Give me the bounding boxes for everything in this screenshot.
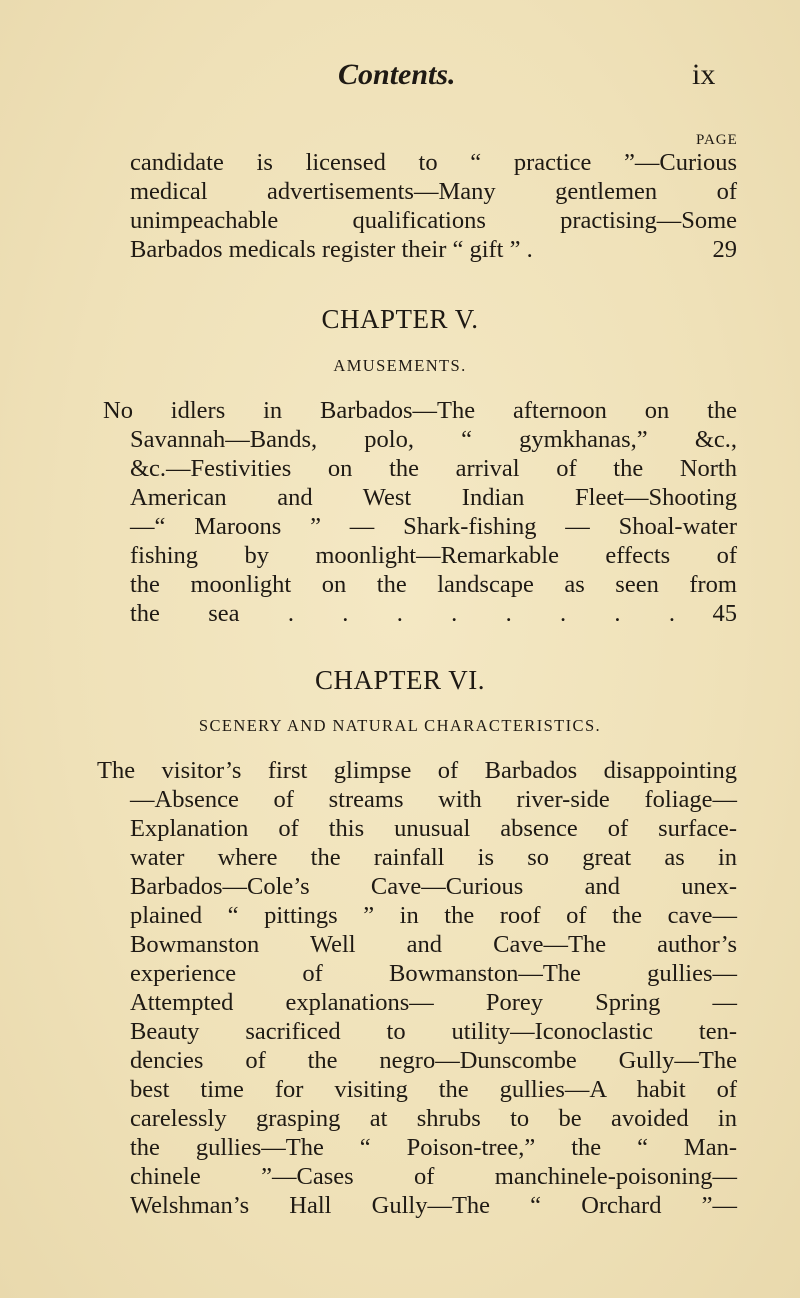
summary-line: The visitor’s first glimpse of Barbados disappointing [97,757,737,784]
summary-line: the moonlight on the landscape as seen from [130,571,737,598]
entry-line: medical advertisements—Many gentlemen of [130,178,737,205]
summary-line: best time for visiting the gullies—A habit of [130,1076,737,1103]
running-title: Contents. [338,58,456,91]
chapter-heading: CHAPTER VI. [314,665,486,695]
summary-line: experience of Bowmanston—The gullies— [130,960,737,987]
page-number: ix [692,58,716,91]
entry-page-ref: 29 [712,236,737,263]
entry-line: unimpeachable qualifications practising—Some [130,207,737,234]
chapter-5-page-ref: 45 [712,600,737,627]
summary-line: the gullies—The “ Poison-tree,” the “ Man- [130,1134,737,1161]
summary-line: Savannah—Bands, polo, “ gymkhanas,” &c., [130,426,737,453]
summary-line: Bowmanston Well and Cave—The author’s [130,931,737,958]
summary-line: Attempted explanations— Porey Spring — [130,989,737,1016]
summary-line: —Absence of streams with river-side foliage— [130,786,737,813]
summary-line: No idlers in Barbados—The afternoon on the [103,397,737,424]
summary-line: carelessly grasping at shrubs to be avoided in [130,1105,737,1132]
summary-line: Barbados—Cole’s Cave—Curious and unex- [130,873,737,900]
summary-line: plained “ pittings ” in the roof of the cave— [130,902,737,929]
entry-line: candidate is licensed to “ practice ”—Curious [130,149,737,176]
summary-line: fishing by moonlight—Remarkable effects of [130,542,737,569]
summary-line: water where the rainfall is so great as in [130,844,737,871]
summary-line: Beauty sacrificed to utility—Iconoclastic ten- [130,1018,737,1045]
summary-line: —“ Maroons ” — Shark-fishing — Shoal-water [130,513,737,540]
chapter-title: SCENERY AND NATURAL CHARACTERISTICS. [198,716,602,735]
chapter-title: AMUSEMENTS. [333,356,467,375]
summary-line: Welshman’s Hall Gully—The “ Orchard ”— [130,1192,737,1219]
summary-line: chinele ”—Cases of manchinele-poisoning— [130,1163,737,1190]
summary-line: the sea . . . . . . . . [130,600,675,627]
summary-line: dencies of the negro—Dunscombe Gully—The [130,1047,737,1074]
entry-line: Barbados medicals register their “ gift ” . [130,236,533,263]
summary-line: &c.—Festivities on the arrival of the North [130,455,737,482]
summary-line: American and West Indian Fleet—Shooting [130,484,737,511]
chapter-heading: CHAPTER V. [321,304,479,334]
summary-line: Explanation of this unusual absence of surface- [130,815,737,842]
page-column-label: PAGE [696,132,738,148]
